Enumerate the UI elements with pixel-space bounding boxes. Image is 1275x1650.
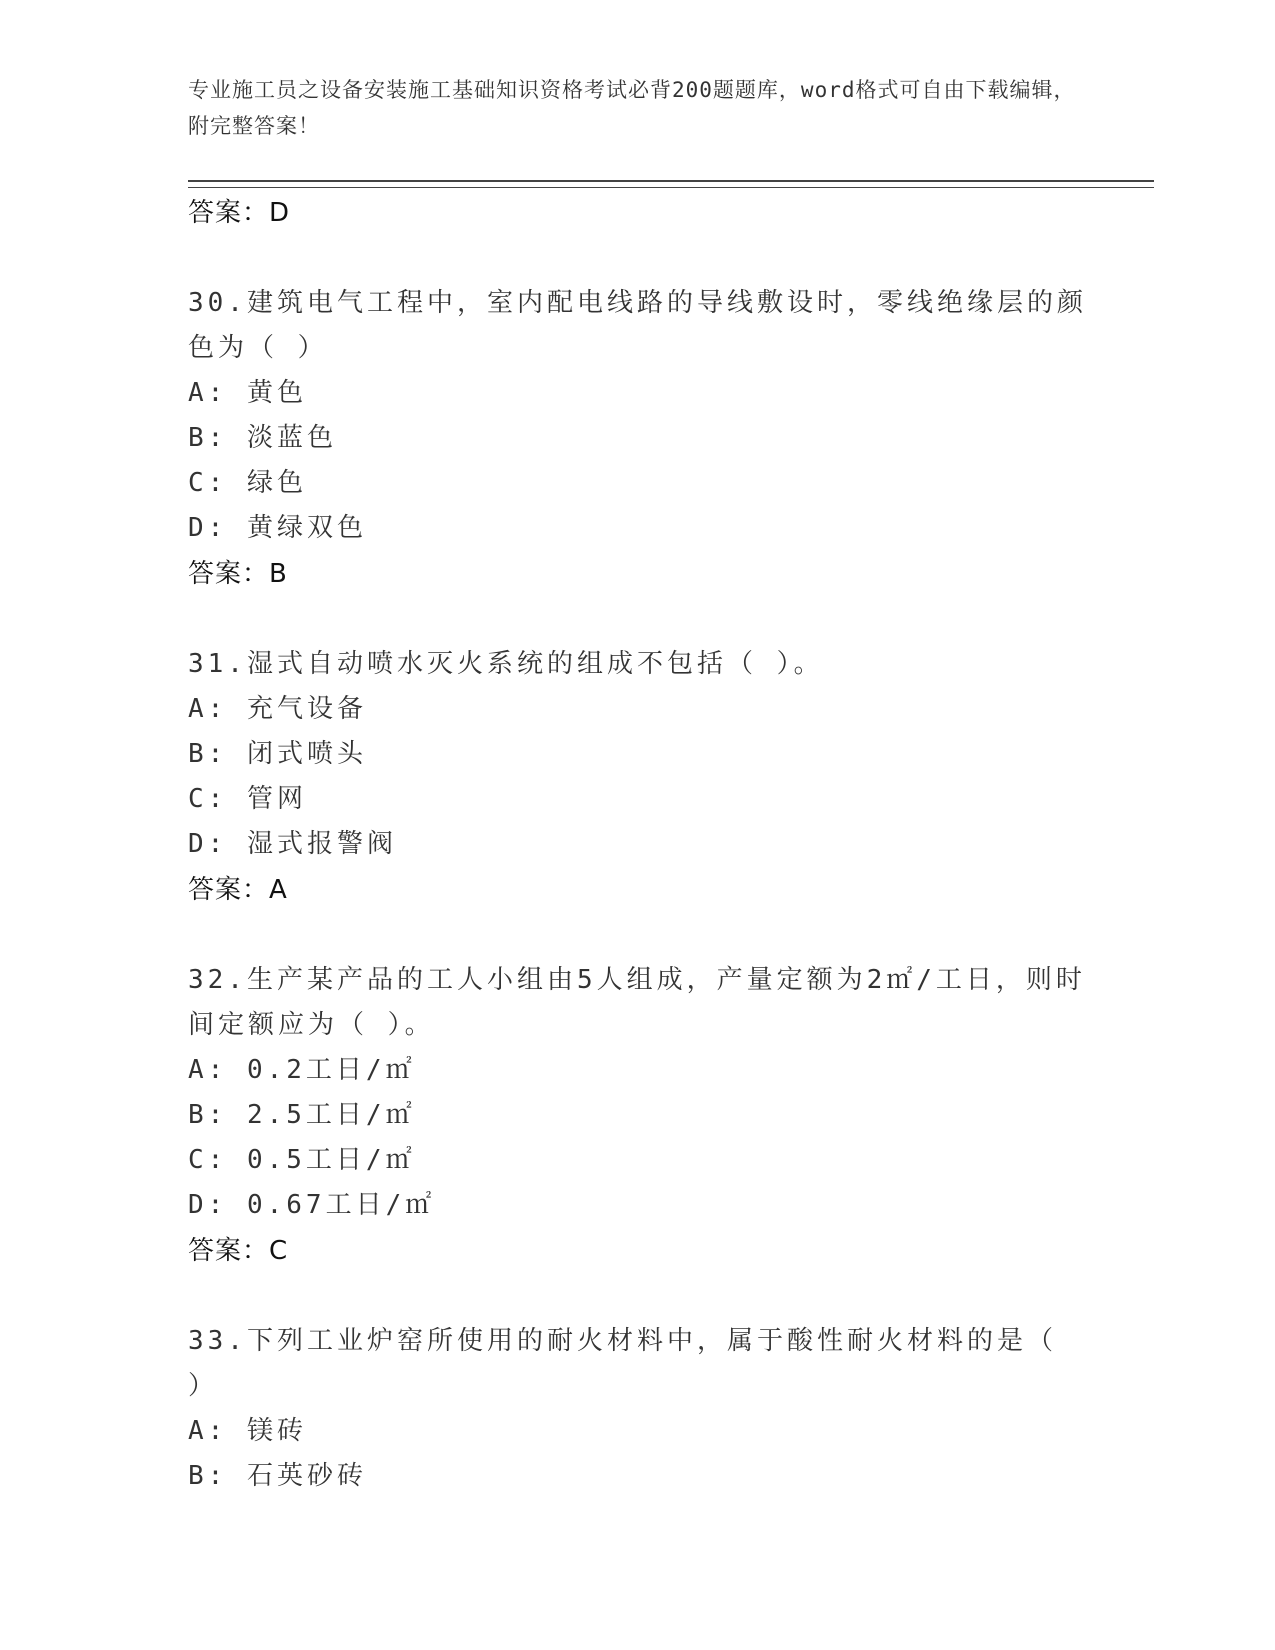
- option-c: C: 管网: [188, 784, 307, 814]
- question-text: 30.建筑电气工程中，室内配电线路的导线敷设时，零线绝缘层的颜色为（ ）: [188, 288, 1087, 363]
- option-a: A: 充气设备: [188, 694, 367, 724]
- option-c: C: 绿色: [188, 468, 307, 498]
- answer-line: 答案：B: [188, 559, 288, 589]
- question-text: 31.湿式自动喷水灭火系统的组成不包括（ ）。: [188, 649, 824, 679]
- option-d: D: 0.67工日/㎡: [188, 1190, 436, 1220]
- option-c: C: 0.5工日/㎡: [188, 1145, 416, 1175]
- option-a: A: 黄色: [188, 378, 307, 408]
- answer-line: 答案：A: [188, 875, 288, 905]
- document-header: 专业施工员之设备安装施工基础知识资格考试必背200题题库，word格式可自由下载编辑，附完整答案！: [188, 78, 1076, 138]
- option-d: D: 湿式报警阀: [188, 829, 397, 859]
- question-30: [188, 281, 1088, 597]
- option-d: D: 黄绿双色: [188, 513, 367, 543]
- option-a: A: 镁砖: [188, 1416, 307, 1446]
- option-b: B: 石英砂砖: [188, 1461, 367, 1491]
- question-31: [188, 642, 1088, 913]
- option-b: B: 闭式喷头: [188, 739, 367, 769]
- answer-line: 答案：D: [188, 198, 291, 228]
- question-text: 32.生产某产品的工人小组由5人组成，产量定额为2㎡/工日，则时间定额应为（ ）。: [188, 965, 1086, 1040]
- question-32: [188, 958, 1088, 1274]
- option-b: B: 2.5工日/㎡: [188, 1100, 416, 1130]
- question-text: 33.下列工业炉窑所使用的耐火材料中，属于酸性耐火材料的是（ ）: [188, 1326, 1057, 1401]
- option-a: A: 0.2工日/㎡: [188, 1055, 416, 1085]
- document-body: [188, 190, 1088, 1499]
- answer-line: 答案：C: [188, 1236, 289, 1266]
- option-b: B: 淡蓝色: [188, 423, 337, 453]
- header-divider: [188, 180, 1154, 188]
- question-33: [188, 1319, 1088, 1499]
